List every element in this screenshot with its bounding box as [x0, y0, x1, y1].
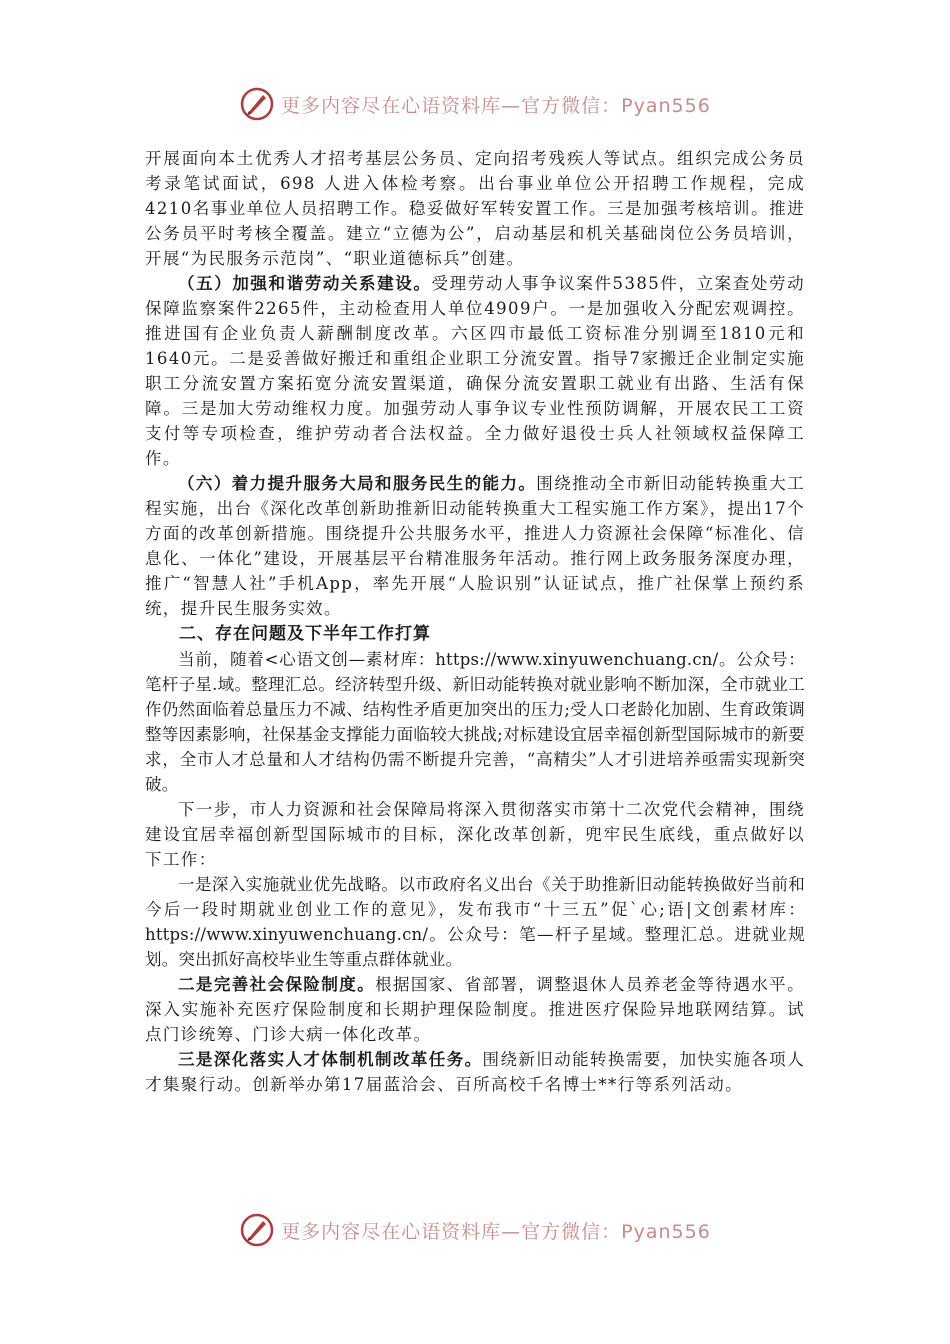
- paragraph: [145, 471, 805, 621]
- header-watermark: [0, 84, 950, 124]
- document-body: [145, 146, 805, 1097]
- footer-watermark: [0, 1210, 950, 1250]
- paragraph-text: 根据国家、省部署，调整退休人员养老金等待遇水平。深入实施补充医疗保险制度和长期护理保险制度。推进医疗保险异地联网结算。试点门诊统筹、门诊大病一体化改革。: [145, 975, 805, 1044]
- paragraph-text: 围绕推动全市新旧动能转换重大工程实施，出台《深化改革创新助推新旧动能转换重大工程实施工作方案》，提出17个方面的改革创新措施。围绕提升公共服务水平，推进人力资源社会保障“标准化、信息化、一体化”建设，开展基层平台精准服务年活动。推行网上政务服务深度办理，推广“智慧人社”手机App，率先开展“人脸识别”认证试点，推广社保掌上预约系统，提升民生服务实效。: [145, 474, 806, 618]
- paragraph: 当前，随着<心语文创—素材库：https://www.xinyuwenchuang.cn/。公众号：笔杆子星.域。整理汇总。经济转型升级、新旧动能转换对就业影响不断加深，全市就业工作仍然面临着总量压力不减、结构性矛盾更加突出的压力;受人口老龄化加剧、生育政策调整等因素影响，社保基金支撑能力面临较大挑战;对标建设宜居幸福创新型国际城市的新要求，全市人才总量和人才结构仍需不断提升完善，“高精尖”人才引进培养亟需实现新突破。: [145, 650, 805, 794]
- paragraph-heading: 二是完善社会保险制度。: [178, 975, 376, 994]
- paragraph-heading: 三是深化落实人才体制机制改革任务。: [178, 1050, 483, 1069]
- quill-logo-icon: [239, 1212, 275, 1248]
- paragraph: 一是深入实施就业优先战略。以市政府名义出台《关于助推新旧动能转换做好当前和今后一段时期就业创业工作的意见》，发布我市“十三五”促`心;语|文创素材库：https://www.xinyuwenchuang.cn/。公众号：笔—杆子星域。整理汇总。进就业规划。突出抓好高校毕业生等重点群体就业。: [145, 875, 805, 969]
- watermark-text: 更多内容尽在心语资料库—官方微信：Pyan556: [281, 1220, 711, 1243]
- paragraph-heading: （六）着力提升服务大局和服务民生的能力。: [178, 474, 537, 493]
- paragraph-heading: （五）加强和谐劳动关系建设。: [178, 274, 432, 293]
- watermark-text: 更多内容尽在心语资料库—官方微信：Pyan556: [281, 94, 711, 117]
- paragraph: 下一步，市人力资源和社会保障局将深入贯彻落实市第十二次党代会精神，围绕建设宜居幸福创新型国际城市的目标，深化改革创新，兜牢民生底线，重点做好以下工作：: [145, 800, 805, 869]
- paragraph: [145, 972, 805, 1047]
- paragraph-text: 受理劳动人事争议案件5385件，立案查处劳动保障监察案件2265件，主动检查用人单位4909户。一是加强收入分配宏观调控。推进国有企业负责人薪酬制度改革。六区四市最低工资标准分别调至1810元和1640元。二是妥善做好搬迁和重组企业职工分流安置。指导7家搬迁企业制定实施职工分流安置方案拓宽分流安置渠道，确保分流安置职工就业有出路、生活有保障。三是加大劳动维权力度。加强劳动人事争议专业性预防调解，开展农民工工资支付等专项检查，维护劳动者合法权益。全力做好退役士兵人社领域权益保障工作。: [145, 274, 806, 468]
- paragraph: [145, 271, 805, 471]
- paragraph: [145, 1047, 805, 1097]
- paragraph: 开展面向本土优秀人才招考基层公务员、定向招考残疾人等试点。组织完成公务员考录笔试面试，698 人进入体检考察。出台事业单位公开招聘工作规程，完成4210名事业单位人员招聘工作。稳妥做好军转安置工作。三是加强考核培训。推进公务员平时考核全覆盖。建立“立德为公”，启动基层和机关基础岗位公务员培训，开展“为民服务示范岗”、“职业道德标兵”创建。: [145, 149, 805, 268]
- paragraph-text: 围绕新旧动能转换需要，加快实施各项人才集聚行动。创新举办第17届蓝洽会、百所高校千名博士**行等系列活动。: [145, 1050, 805, 1094]
- section-title: 二、存在问题及下半年工作打算: [179, 624, 431, 644]
- quill-logo-icon: [239, 86, 275, 122]
